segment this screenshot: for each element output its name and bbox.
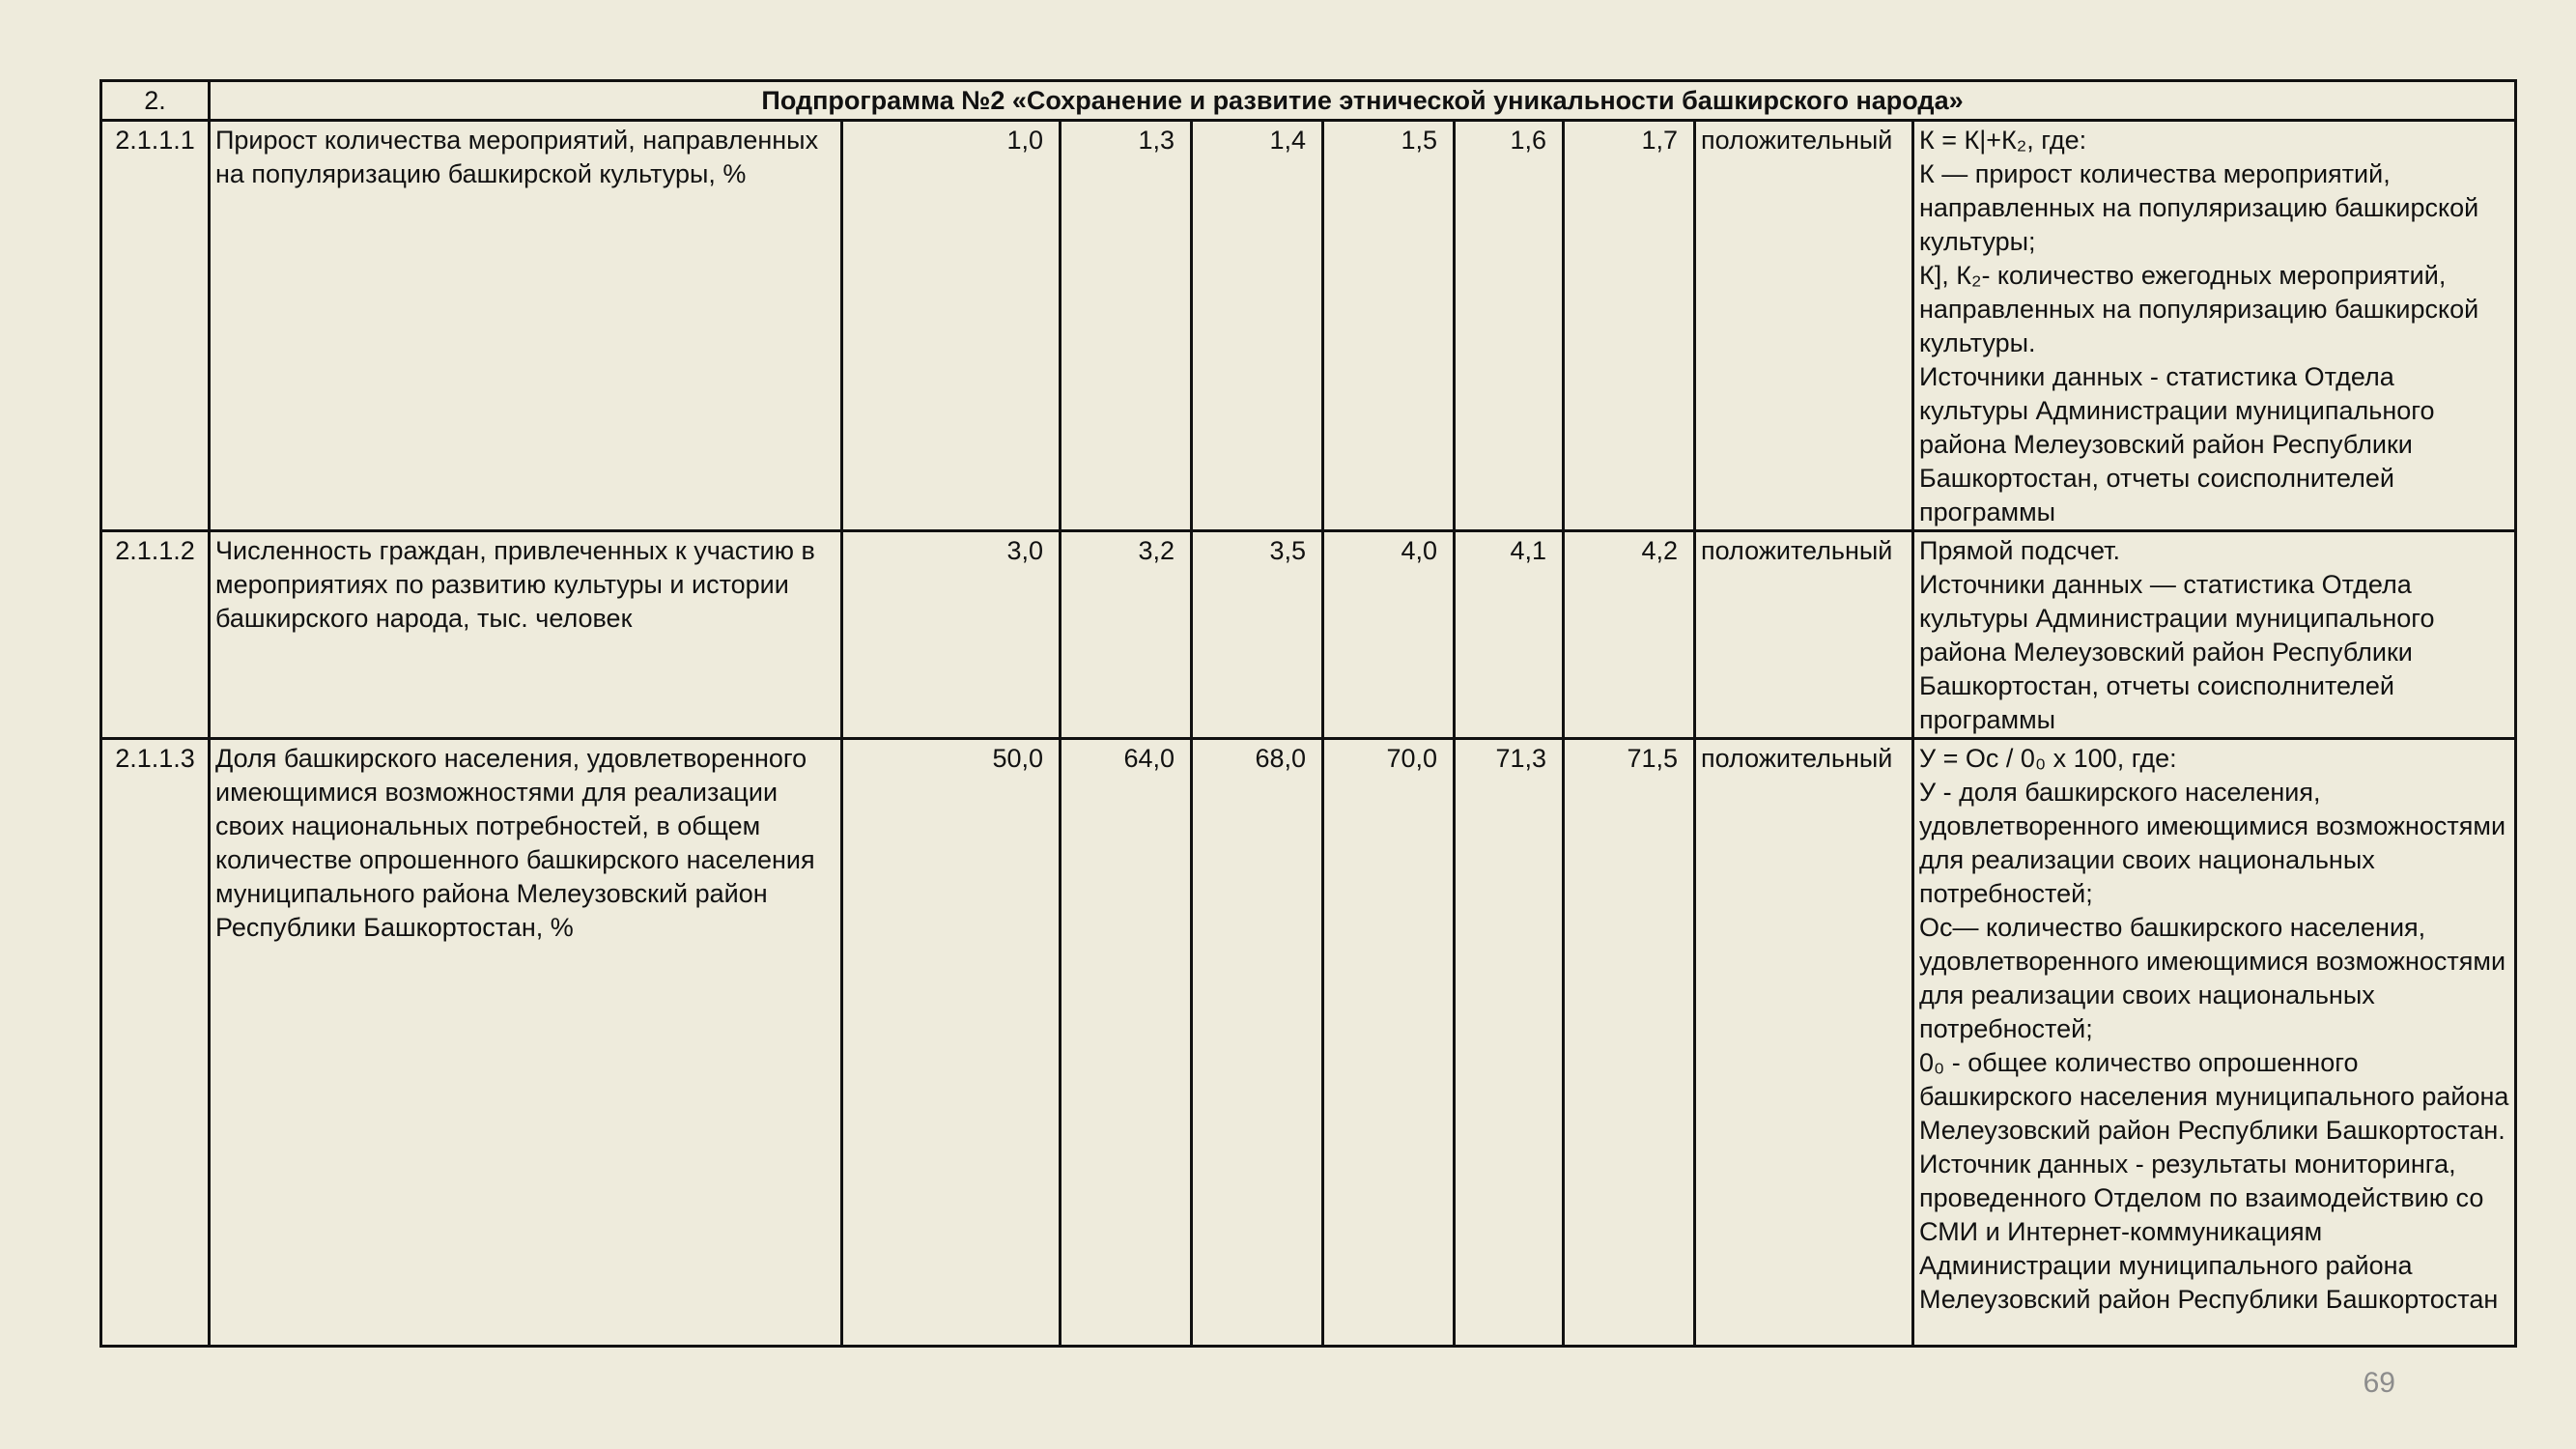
indicator-value: 4,2	[1564, 531, 1695, 739]
indicator-name: Доля башкирского населения, удовлетворенного имеющимися возможностями для реализации своих национальных потребностей, в общем количестве опрошенного башкирского населения муниципального района Мелеузовский район Республики Башкортостан, %	[210, 739, 842, 1347]
indicator-value: 70,0	[1323, 739, 1455, 1347]
method-line: У - доля башкирского населения, удовлетворенного имеющимися возможностями для реализации своих национальных потребностей;	[1919, 778, 2506, 908]
table-row	[101, 531, 2516, 739]
indicators-table	[99, 79, 2517, 1348]
indicator-value: 3,2	[1061, 531, 1192, 739]
indicator-value: 1,6	[1455, 121, 1564, 531]
indicator-direction: положительный	[1695, 121, 1913, 531]
method-line: У = Оc / 0₀ х 100, где:	[1919, 744, 2177, 773]
indicator-value: 3,5	[1192, 531, 1323, 739]
table-row	[101, 121, 2516, 531]
page-number: 69	[2363, 1367, 2395, 1399]
indicator-value: 71,5	[1564, 739, 1695, 1347]
calculation-method	[1913, 739, 2516, 1347]
method-line: Оc— количество башкирского населения, удовлетворенного имеющимися возможностями для реализации своих национальных потребностей;	[1919, 913, 2506, 1043]
method-line: К], К₂- количество ежегодных мероприятий, направленных на популяризацию башкирской культуры.	[1919, 261, 2479, 357]
indicator-value: 64,0	[1061, 739, 1192, 1347]
indicator-code: 2.1.1.2	[101, 531, 210, 739]
indicator-name: Численность граждан, привлеченных к участию в мероприятиях по развитию культуры и истории башкирского народа, тыс. человек	[210, 531, 842, 739]
indicator-direction: положительный	[1695, 531, 1913, 739]
indicator-value: 1,5	[1323, 121, 1455, 531]
indicator-value: 1,0	[842, 121, 1061, 531]
calculation-method	[1913, 531, 2516, 739]
method-line: Источник данных - результаты мониторинга, проведенного Отделом по взаимодействию со СМИ и Интернет-коммуникациям Администрации муниципального района Мелеузовский район Республики Башкортостан	[1919, 1150, 2499, 1314]
indicator-value: 3,0	[842, 531, 1061, 739]
indicator-direction: положительный	[1695, 739, 1913, 1347]
method-line: К — прирост количества мероприятий, направленных на популяризацию башкирской культуры;	[1919, 159, 2479, 256]
indicator-value: 4,1	[1455, 531, 1564, 739]
method-line: Источники данных - статистика Отдела культуры Администрации муниципального района Мелеузовский район Республики Башкортостан, отчеты соисполнителей программы	[1919, 362, 2435, 526]
indicator-code: 2.1.1.1	[101, 121, 210, 531]
indicator-value: 1,3	[1061, 121, 1192, 531]
indicator-value: 1,7	[1564, 121, 1695, 531]
method-line: 0₀ - общее количество опрошенного башкирского населения муниципального района Мелеузовский район Республики Башкортостан.	[1919, 1048, 2509, 1145]
calculation-method	[1913, 121, 2516, 531]
method-line: К = К|+К₂, где:	[1919, 126, 2087, 155]
method-line: Источники данных — статистика Отдела культуры Администрации муниципального района Мелеузовский район Республики Башкортостан, отчеты соисполнителей программы	[1919, 570, 2435, 734]
indicator-value: 71,3	[1455, 739, 1564, 1347]
subprogram-header-row	[101, 81, 2516, 121]
section-number: 2.	[101, 81, 210, 121]
indicator-value: 4,0	[1323, 531, 1455, 739]
indicator-name: Прирост количества мероприятий, направленных на популяризацию башкирской культуры, %	[210, 121, 842, 531]
method-line: Прямой подсчет.	[1919, 536, 2120, 565]
indicator-value: 1,4	[1192, 121, 1323, 531]
subprogram-title: Подпрограмма №2 «Сохранение и развитие этнической уникальности башкирского народа»	[210, 81, 2516, 121]
indicator-value: 68,0	[1192, 739, 1323, 1347]
table-row	[101, 739, 2516, 1347]
indicator-code: 2.1.1.3	[101, 739, 210, 1347]
indicator-value: 50,0	[842, 739, 1061, 1347]
